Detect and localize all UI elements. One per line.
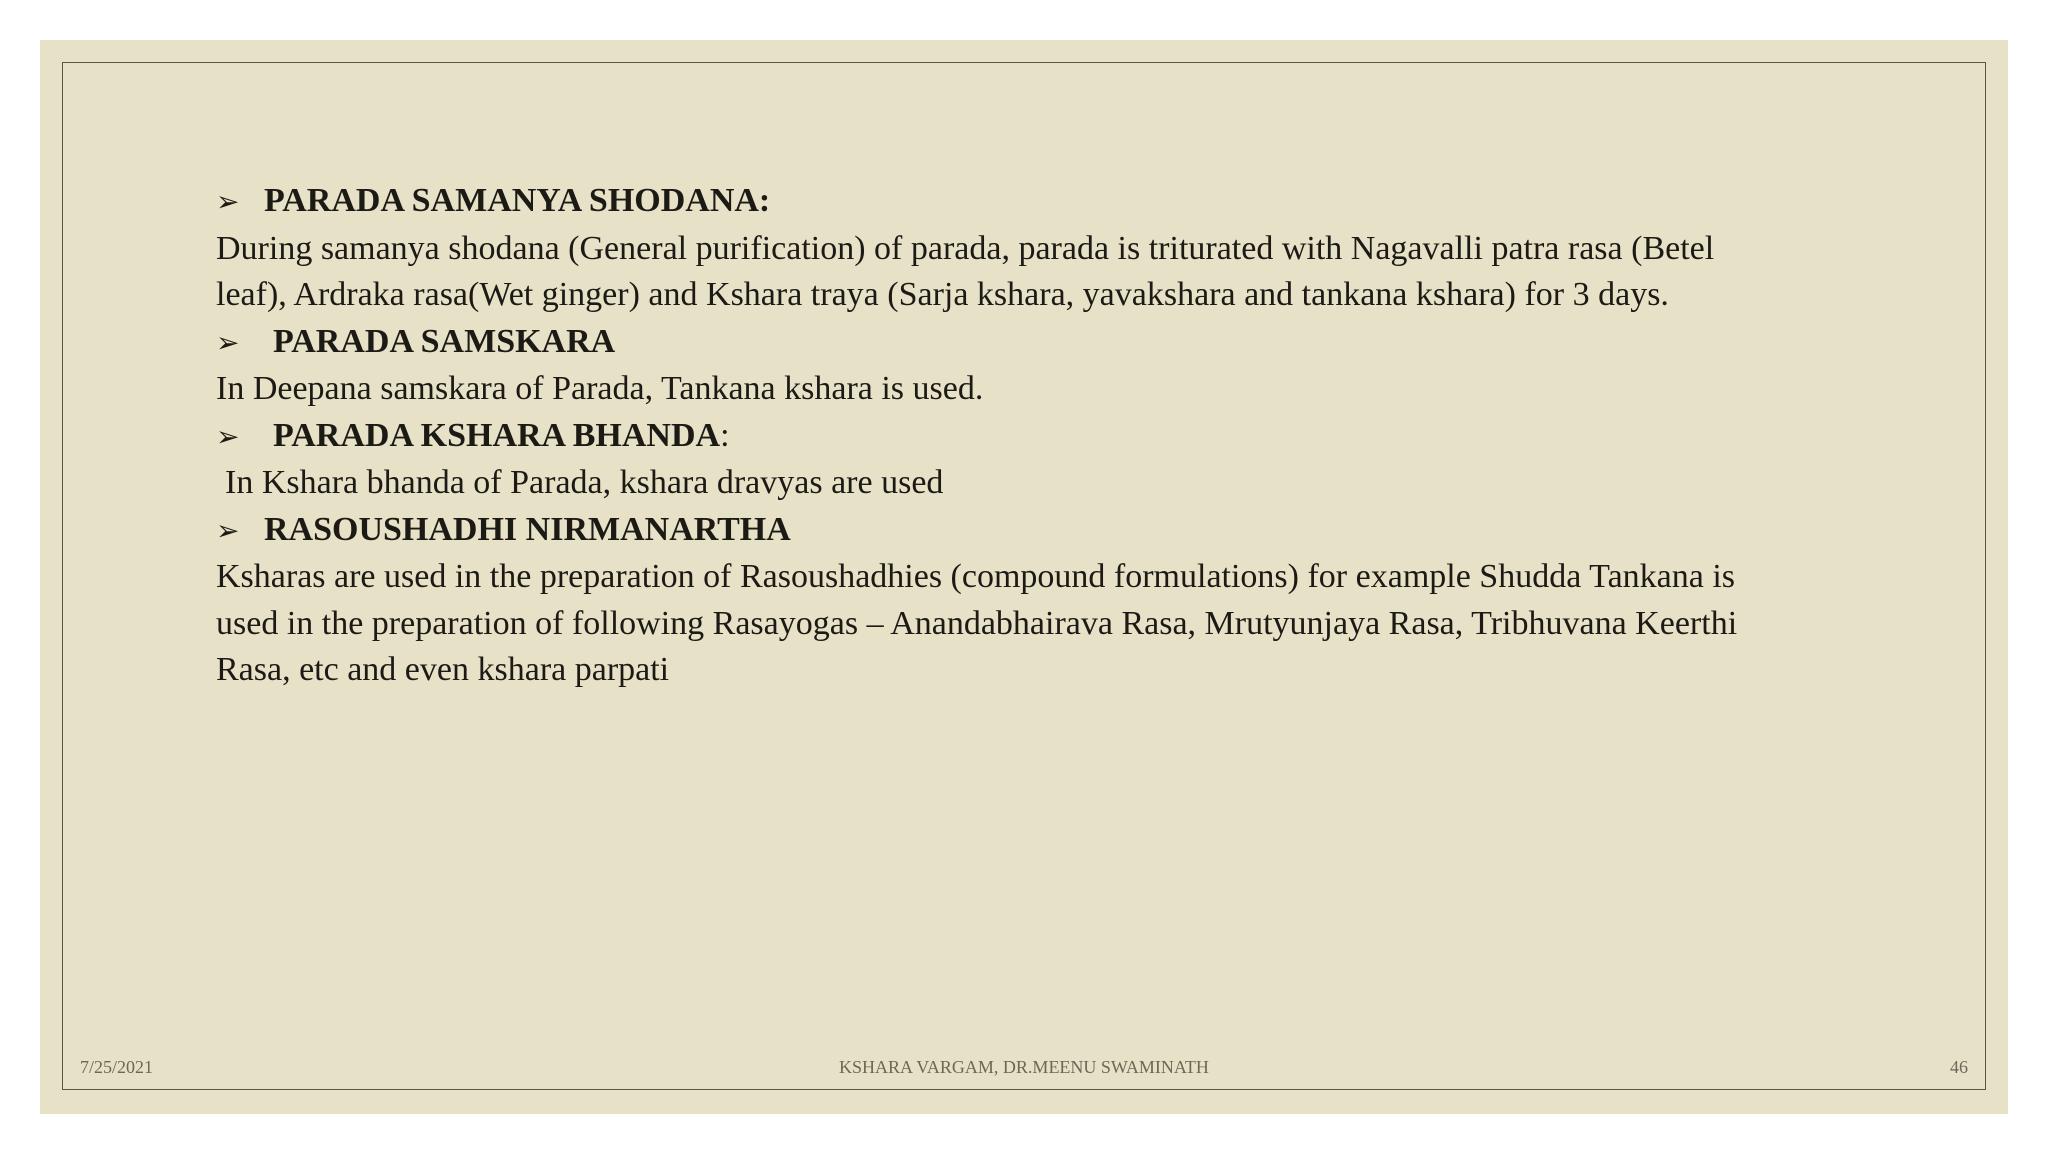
bullet-arrow-icon: ➢ (216, 325, 240, 359)
section-text-kshara-bhanda: In Kshara bhanda of Parada, kshara dravyas are used (225, 464, 944, 501)
heading-text: RASOUSHADHI NIRMANARTHA (264, 510, 791, 548)
bullet-arrow-icon: ➢ (216, 513, 240, 547)
section-heading-kshara-bhanda (216, 413, 1776, 461)
section-text-rasoushadhi: Ksharas are used in the preparation of Rasoushadhies (compound formulations) for example Shudda Tankana is used in the preparation of following Rasayogas – Anandabhairava Rasa, Mrutyunjaya Rasa, Tribhuvana Keerthi Rasa, etc and even kshara parpati (216, 558, 1738, 688)
section-heading-samanya-shodana (216, 178, 1776, 226)
section-text-samskara: In Deepana samskara of Parada, Tankana kshara is used. (216, 370, 984, 407)
heading-text: PARADA KSHARA BHANDA (273, 416, 721, 454)
footer-date: 7/25/2021 (80, 1057, 154, 1077)
heading-text: PARADA SAMANYA SHODANA: (264, 182, 771, 219)
slide-content (216, 178, 1776, 694)
footer-title: KSHARA VARGAM, DR.MEENU SWAMINATH (839, 1057, 1209, 1077)
heading-suffix: : (720, 416, 730, 454)
footer-page-number: 46 (1950, 1057, 1968, 1077)
section-text-samanya-shodana: During samanya shodana (General purification) of parada, parada is triturated with Nagavalli patra rasa (Betel leaf), Ardraka rasa(Wet ginger) and Kshara traya (Sarja kshara, yavakshara and tankana kshara) for 3 days. (216, 229, 1715, 313)
bullet-arrow-icon: ➢ (216, 419, 240, 453)
section-heading-samskara (216, 319, 1776, 367)
heading-text: PARADA SAMSKARA (273, 322, 616, 360)
section-heading-rasoushadhi (216, 507, 1776, 555)
bullet-arrow-icon: ➢ (216, 185, 240, 218)
